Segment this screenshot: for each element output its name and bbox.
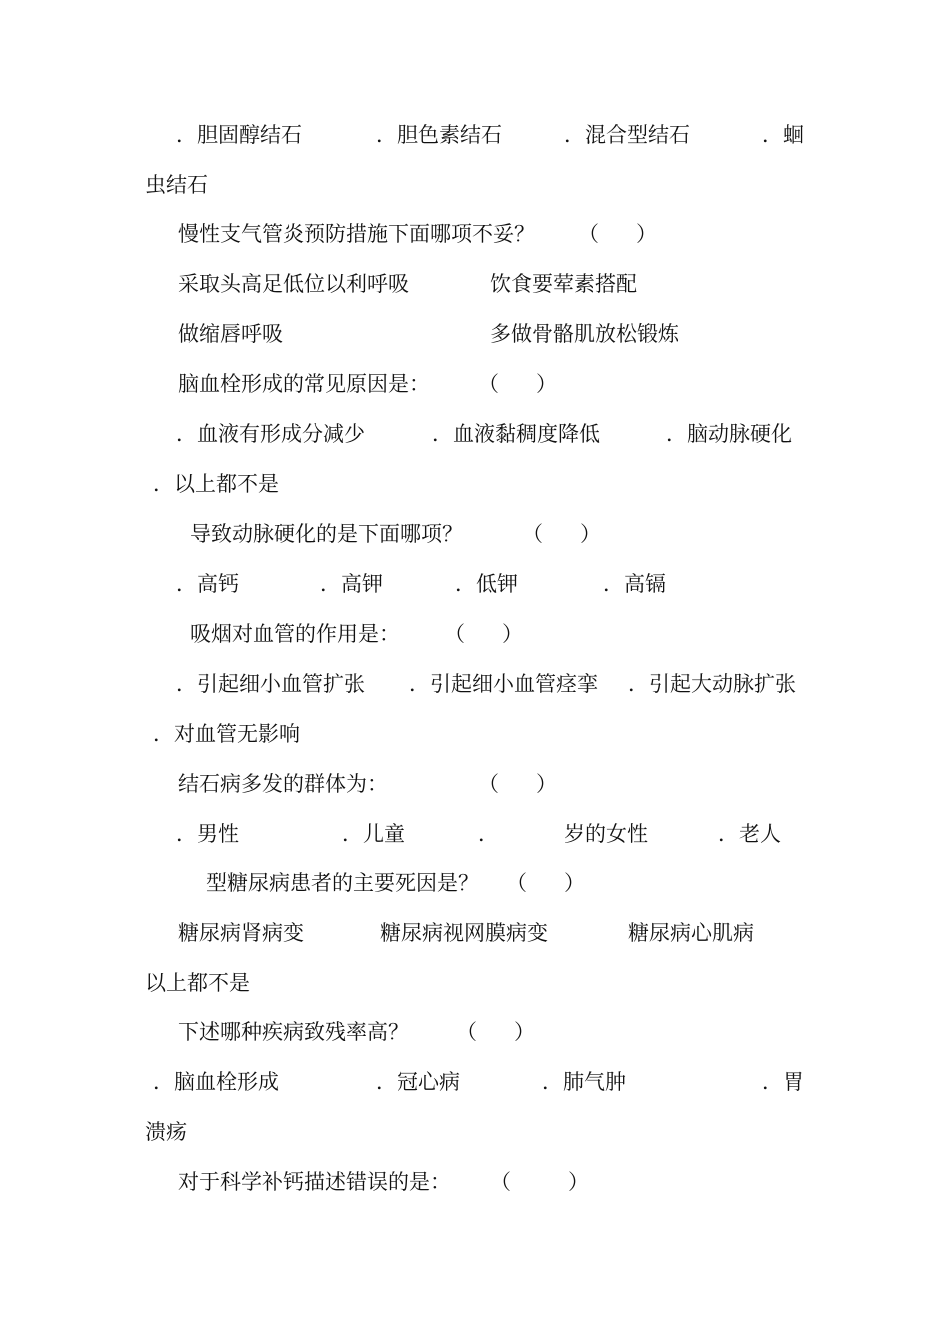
text-line-9-segment-3: ．高镉 (603, 572, 666, 596)
text-line-0-segment-0: ．胆固醇结石 (176, 123, 302, 147)
text-line-14-segment-2: ． (478, 822, 499, 846)
text-line-11-segment-2: ．引起大动脉扩张 (628, 672, 796, 696)
text-line-19-segment-3: ．胃 (762, 1070, 804, 1094)
text-line-13-segment-1: （ (478, 772, 499, 796)
text-line-9-segment-0: ．高钙 (176, 572, 239, 596)
text-line-6-segment-1: ．血液黏稠度降低 (432, 422, 600, 446)
text-line-2-segment-0: 慢性支气管炎预防措施下面哪项不妥？ (178, 222, 535, 246)
text-line-7-segment-0: ．以上都不是 (153, 472, 279, 496)
text-line-14-segment-1: ．儿童 (342, 822, 405, 846)
text-line-15-segment-0: 型糖尿病患者的主要死因是？ (206, 871, 479, 895)
text-line-19-segment-2: ．肺气肿 (542, 1070, 626, 1094)
text-line-10-segment-0: 吸烟对血管的作用是： (190, 622, 400, 646)
text-line-13-segment-2: ） (536, 772, 557, 796)
text-line-17-segment-0: 以上都不是 (145, 971, 250, 995)
text-line-2-segment-2: ） (636, 222, 657, 246)
text-line-20-segment-0: 溃疡 (145, 1120, 187, 1144)
text-line-0-segment-1: ．胆色素结石 (376, 123, 502, 147)
text-line-15-segment-1: （ (506, 871, 527, 895)
text-line-11-segment-0: ．引起细小血管扩张 (176, 672, 365, 696)
text-line-14-segment-0: ．男性 (176, 822, 239, 846)
text-line-5-segment-0: 脑血栓形成的常见原因是： (178, 372, 430, 396)
text-line-16-segment-2: 糖尿病心肌病 (628, 921, 754, 945)
text-line-13-segment-0: 结石病多发的群体为： (178, 772, 388, 796)
text-line-10-segment-1: （ (444, 622, 465, 646)
text-line-1-segment-0: 虫结石 (145, 173, 208, 197)
text-line-0-segment-3: ．蛔 (762, 123, 804, 147)
text-line-9-segment-2: ．低钾 (455, 572, 518, 596)
text-line-4-segment-1: 多做骨骼肌放松锻炼 (490, 322, 679, 346)
text-line-6-segment-2: ．脑动脉硬化 (666, 422, 792, 446)
text-line-16-segment-1: 糖尿病视网膜病变 (380, 921, 548, 945)
text-line-11-segment-1: ．引起细小血管痉挛 (409, 672, 598, 696)
text-line-12-segment-0: ．对血管无影响 (153, 722, 300, 746)
text-line-18-segment-2: ） (514, 1020, 535, 1044)
text-line-14-segment-4: ．老人 (718, 822, 781, 846)
text-line-19-segment-1: ．冠心病 (376, 1070, 460, 1094)
text-line-0-segment-2: ．混合型结石 (564, 123, 690, 147)
text-line-6-segment-0: ．血液有形成分减少 (176, 422, 365, 446)
text-line-2-segment-1: （ (578, 222, 599, 246)
text-line-8-segment-1: （ (522, 522, 543, 546)
text-line-4-segment-0: 做缩唇呼吸 (178, 322, 283, 346)
text-line-21-segment-0: 对于科学补钙描述错误的是： (178, 1170, 451, 1194)
text-line-8-segment-2: ） (580, 522, 601, 546)
text-line-10-segment-2: ） (502, 622, 523, 646)
text-line-15-segment-2: ） (564, 871, 585, 895)
text-line-18-segment-1: （ (456, 1020, 477, 1044)
text-line-3-segment-1: 饮食要荤素搭配 (490, 272, 637, 296)
text-line-21-segment-1: （ (490, 1170, 511, 1194)
text-line-5-segment-2: ） (536, 372, 557, 396)
text-line-3-segment-0: 采取头高足低位以利呼吸 (178, 272, 409, 296)
text-line-8-segment-0: 导致动脉硬化的是下面哪项？ (190, 522, 463, 546)
text-line-9-segment-1: ．高钾 (320, 572, 383, 596)
text-line-18-segment-0: 下述哪种疾病致残率高？ (178, 1020, 409, 1044)
text-line-21-segment-2: ） (568, 1170, 589, 1194)
text-line-19-segment-0: ．脑血栓形成 (153, 1070, 279, 1094)
text-line-5-segment-1: （ (478, 372, 499, 396)
text-line-16-segment-0: 糖尿病肾病变 (178, 921, 304, 945)
text-line-14-segment-3: 岁的女性 (564, 822, 648, 846)
